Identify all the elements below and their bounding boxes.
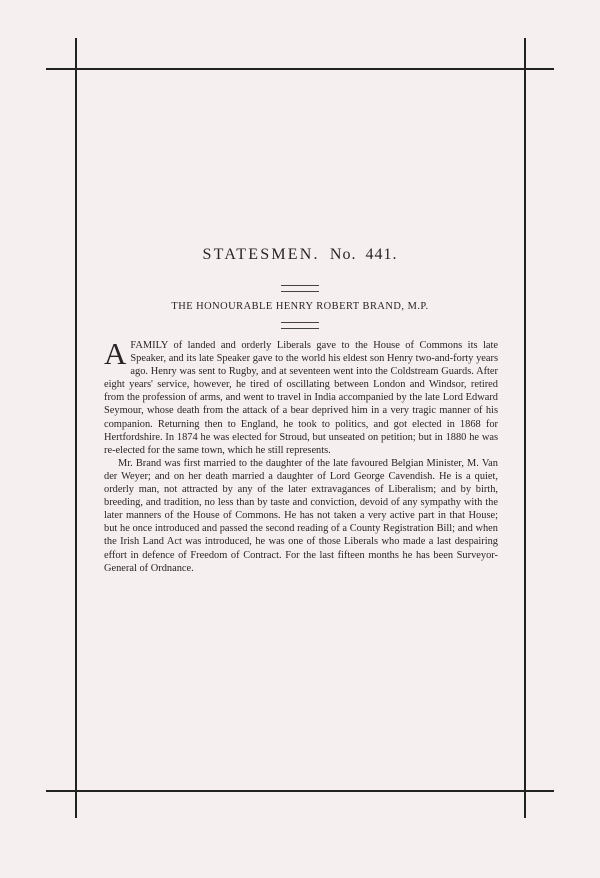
title-ornament-rule [281,285,319,292]
paragraph-1 [104,336,498,457]
title-heading: STATESMEN. [202,246,320,263]
border-rule-bottom [46,790,554,792]
border-rule-right [524,38,526,818]
paragraph-1-text: FAMILY of landed and orderly Liberals gave to the House of Commons its late Speaker, and its late Speaker gave to the world his eldest son Henry two-and-forty years ago. Henry was sent to Rugby, and at seventeen went into the Coldstream Guards. After eight years' service, however, he tired of oscillating between London and Windsor, retired from the profession of arms, and went to travel in India accompanied by the late Lord Edward Seymour, whose death from the attack of a bear deprived him in a very tragic manner of his companion. Returning then to England, he took to politics, and got elected in 1868 for Hertfordshire. In 1874 he was elected for Stroud, but unseated on petition; but in 1880 he was re-elected for the same town, which he still represents. [104,340,498,456]
article-subject: THE HONOURABLE HENRY ROBERT BRAND, M.P. [171,301,429,312]
border-rule-left [75,38,77,818]
border-rule-top [46,68,554,70]
drop-cap: A [104,336,127,371]
title-number: No. 441. [329,246,398,263]
subject-ornament-rule [281,322,319,329]
page-title [76,246,524,264]
paragraph-2: Mr. Brand was first married to the daughter of the late favoured Belgian Minister, M. Van der Weyer; and on her death married a daughter of Lord George Cavendish. He is a quiet, orderly man, not attracted by any of the later extravagances of Liberalism; and by birth, breeding, and tradition, no less than by taste and conviction, devoid of any sympathy with the later manners of the House of Commons. He has not taken a very active part in that House; but he once introduced and passed the second reading of a County Registration Bill; and when the Irish Land Act was introduced, he was one of those Liberals who made a last despairing effort in defence of Freedom of Contract. For the last fifteen months he has been Surveyor-General of Ordnance. [104,457,498,574]
article-body [104,336,498,575]
